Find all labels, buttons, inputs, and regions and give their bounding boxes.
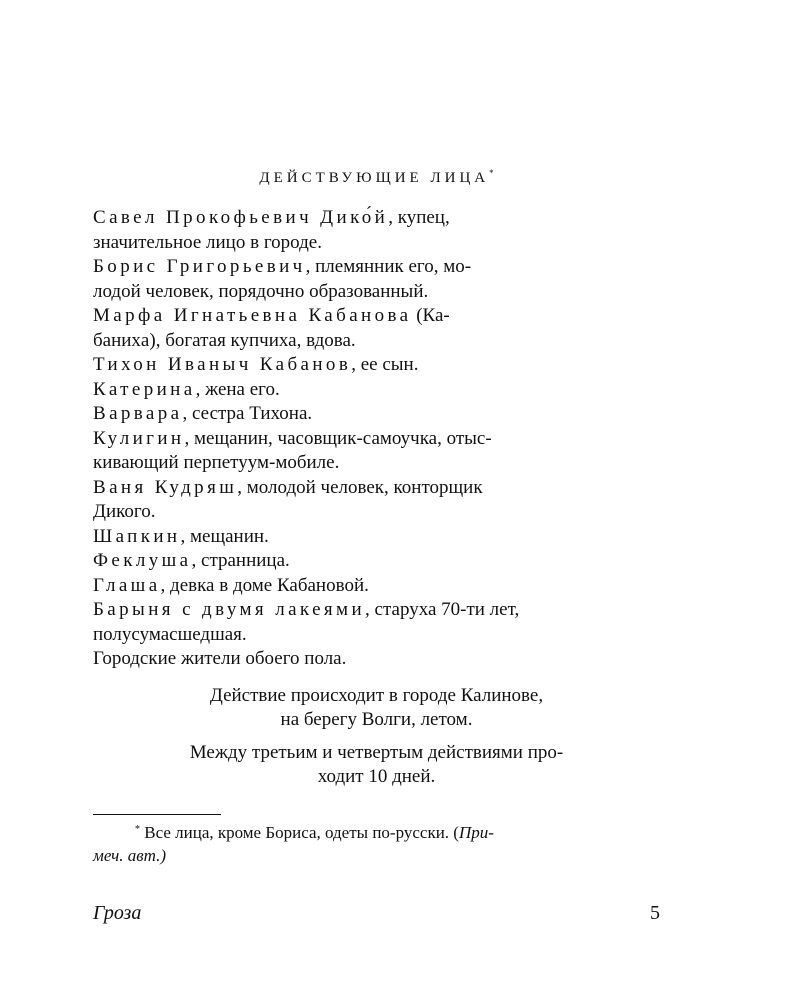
character-name: Глаша [93, 574, 161, 596]
character-name: Катерина [93, 378, 196, 400]
character-description: Дикого. [93, 501, 156, 522]
character-name: Тихон Иваныч Кабанов [93, 354, 352, 375]
stage-paragraph-2: Между третьим и четвертым действиями про- ходит 10 дней. [189, 742, 564, 787]
character-description: , ее сын. [351, 354, 419, 375]
character-name: Борис Григорьевич [93, 256, 306, 277]
character-description: банихa), богатая купчиха, вдова. [93, 329, 356, 351]
cast-entry [93, 549, 660, 574]
character-description: , старуха 70-ти лет, [365, 599, 520, 620]
character-description: , жена его. [195, 378, 280, 400]
character-description: , мещанин. [180, 525, 269, 547]
character-description: (Ка- [411, 305, 450, 326]
character-description: , странница. [191, 550, 290, 571]
heading-footnote-mark: * [489, 168, 494, 178]
character-name: Кулигин [93, 427, 185, 449]
cast-entry [93, 206, 660, 255]
page-number: 5 [650, 902, 660, 924]
cast-entry [93, 598, 660, 647]
character-name: Варвара [93, 403, 183, 424]
footnote-text: Все лица, кроме Бориса, одеты по-русски. ( [144, 823, 459, 842]
character-description: , сестра Тихона. [182, 403, 313, 424]
stage-directions [93, 684, 660, 798]
character-description: , молодой человек, конторщик [237, 476, 483, 498]
footnote: * Все лица, кроме Бориса, одеты по-русски. (При- меч. авт.) [93, 823, 494, 865]
character-name: Феклуша [93, 550, 192, 571]
character-description: кивающий перпетуум-мобиле. [93, 452, 340, 473]
book-page [93, 0, 660, 1000]
character-description: , мещанин, часовщик-самоучка, отыс- [184, 427, 492, 449]
cast-entry [93, 476, 660, 525]
character-description: , племянник его, мо- [305, 256, 472, 277]
character-description: полусумасшедшая. [93, 623, 247, 645]
heading-text: ДЕЙСТВУЮЩИЕ ЛИЦА [259, 170, 490, 186]
character-description: Городские жители обоего пола. [93, 648, 347, 669]
character-name: Шапкин [93, 525, 181, 547]
cast-entry [93, 525, 660, 550]
cast-entry [93, 647, 660, 672]
footnote-note: меч. авт.) [93, 846, 167, 865]
cast-entry [93, 402, 660, 427]
character-description: , купец, [388, 207, 450, 228]
cast-list [93, 206, 660, 672]
cast-entry [93, 427, 660, 476]
character-name: Барыня с двумя лакеями [93, 599, 366, 620]
character-description: значительное лицо в городе. [93, 231, 322, 253]
page-heading [93, 168, 660, 187]
cast-entry [93, 378, 660, 403]
character-description: , девка в доме Кабановой. [160, 574, 369, 596]
character-name: Савел Прокофьевич Дико́й [93, 207, 389, 228]
character-name: Ваня Кудряш [93, 476, 238, 498]
stage-paragraph-1: Действие происходит в городе Калинове, на берегу Волги, летом. [209, 685, 544, 730]
cast-entry [93, 353, 660, 378]
character-name: Марфа Игнатьевна Кабанова [93, 305, 412, 326]
footnote-divider [93, 814, 221, 815]
footnote-mark: * [135, 824, 140, 835]
cast-entry [93, 574, 660, 599]
cast-entry [93, 304, 660, 353]
cast-entry [93, 255, 660, 304]
character-description: лодой человек, порядочно образованный. [93, 280, 429, 302]
running-title: Гроза [93, 902, 142, 924]
